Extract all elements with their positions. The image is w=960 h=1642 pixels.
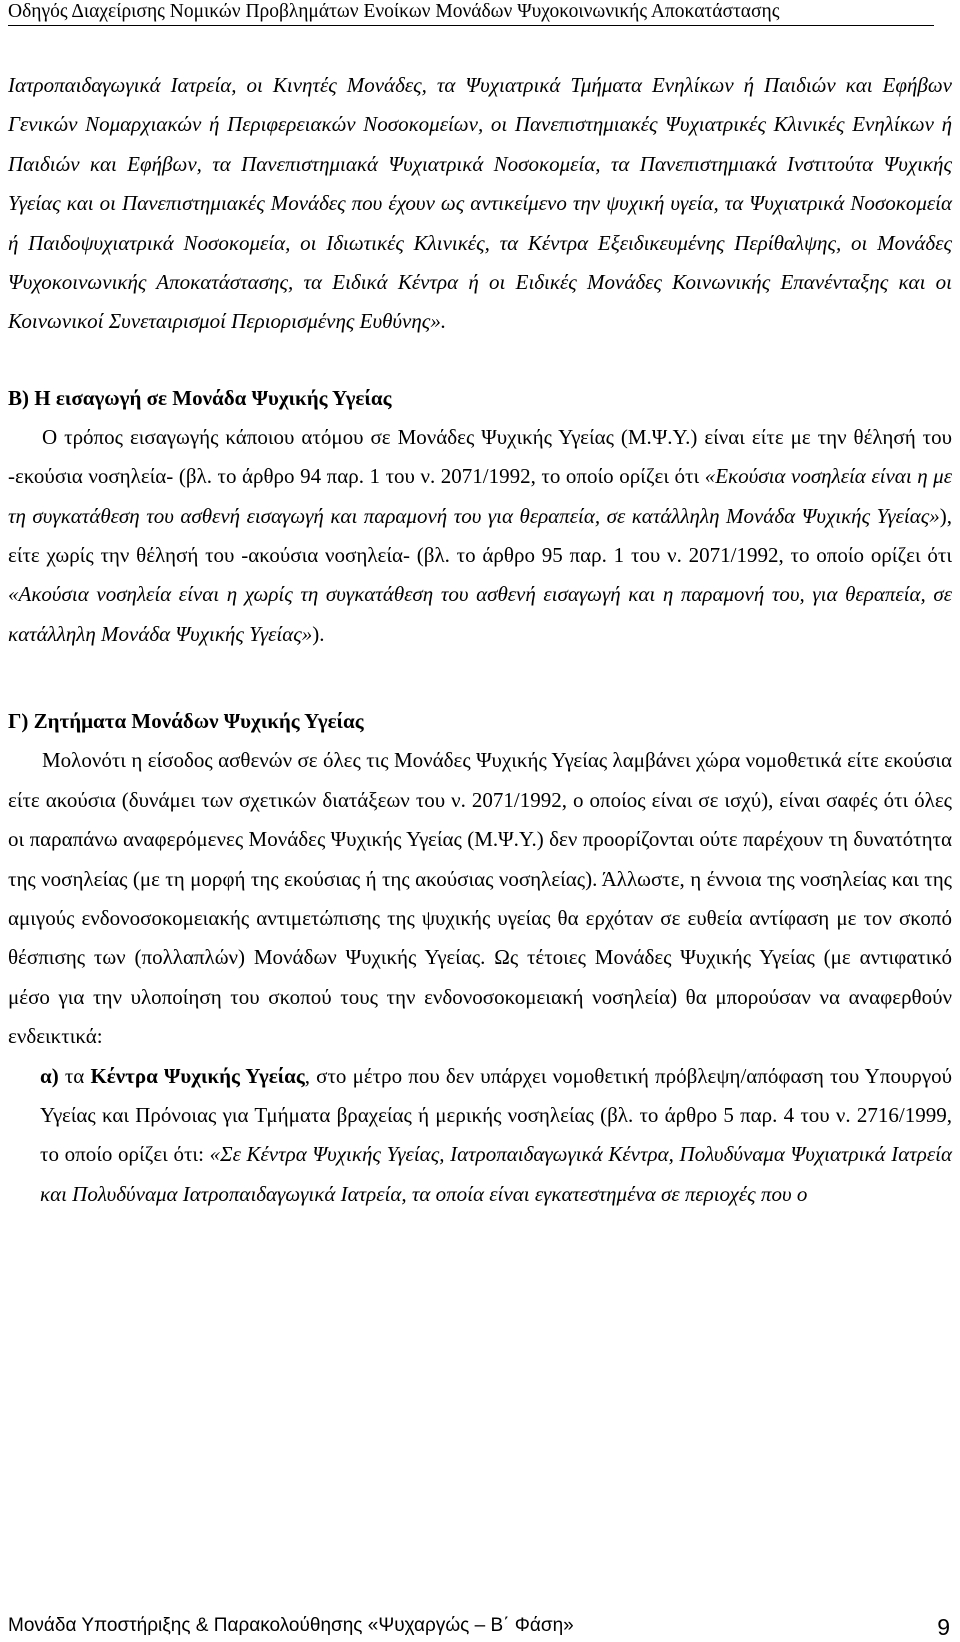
list-item-a: α) τα Κέντρα Ψυχικής Υγείας, στο μέτρο που δεν υπάρχει νομοθετική πρόβλεψη/απόφαση του Υπουργού Υγείας και Πρόνοιας για Τμήματα βραχείας ή μερικής νοσηλείας (βλ. το άρθρο 5 παρ. 4 του ν. 2716/1999, το οποίο ορίζει ότι: «Σε Κέντρα Ψυχικής Υγείας, Ιατροπαιδαγωγικά Κέντρα, Πολυδύναμα Ψυχιατρικά Ιατρεία και Πολυδύναμα Ιατροπαιδαγωγικά Ιατρεία, τα οποία είναι εγκατεστημένα σε περιοχές που ο <box>40 1063 952 1206</box>
running-header: Οδηγός Διαχείρισης Νομικών Προβλημάτων Ενοίκων Μονάδων Ψυχοκοινωνικής Αποκατάστασης <box>8 0 934 26</box>
list-item-a-term: Κέντρα Ψυχικής Υγείας <box>90 1063 305 1088</box>
section-b-heading: Β) Η εισαγωγή σε Μονάδα Ψυχικής Υγείας <box>8 385 392 410</box>
section-c-heading: Γ) Ζητήματα Μονάδων Ψυχικής Υγείας <box>8 709 364 734</box>
section-b-paragraph: Ο τρόπος εισαγωγής κάποιου ατόμου σε Μονάδες Ψυχικής Υγείας (Μ.Ψ.Υ.) είναι είτε με την θέλησή του -εκούσια νοσηλεία- (βλ. το άρθρο 94 παρ. 1 του ν. 2071/1992, το οποίο ορίζει ότι «Εκούσια νοσηλεία είναι η με τη συγκατάθεση του ασθενή εισαγωγή και παραμονή του για θεραπεία, σε κατάλληλη Μονάδα Ψυχικής Υγείας»), είτε χωρίς την θέλησή του -ακούσια νοσηλεία- (βλ. το άρθρο 95 παρ. 1 του ν. 2071/1992, το οποίο ορίζει ότι «Ακούσια νοσηλεία είναι η χωρίς τη συγκατάθεση του ασθενή εισαγωγή και η παραμονή του, για θεραπεία, σε κατάλληλη Μονάδα Ψυχικής Υγείας»). <box>8 424 953 646</box>
list-item-a-label: α) <box>40 1063 59 1088</box>
intro-paragraph: Ιατροπαιδαγωγικά Ιατρεία, οι Κινητές Μονάδες, τα Ψυχιατρικά Τμήματα Ενηλίκων ή Παιδιών και Εφήβων Γενικών Νομαρχιακών ή Περιφερειακών Νοσοκομείων, οι Πανεπιστημιακές Ψυχιατρικές Κλινικές Ενηλίκων ή Παιδιών και Εφήβων, τα Πανεπιστημιακά Ψυχιατρικά Νοσοκομεία, τα Πανεπιστημιακά Ινστιτούτα Ψυχικής Υγείας και οι Πανεπιστημιακές Μονάδες που έχουν ως αντικείμενο την ψυχική υγεία, τα Ψυχιατρικά Νοσοκομεία ή Παιδοψυχιατρικά Νοσοκομεία, οι Ιδιωτικές Κλινικές, τα Κέντρα Εξειδικευμένης Περίθαλψης, οι Μονάδες Ψυχοκοινωνικής Αποκατάστασης, τα Ειδικά Κέντρα ή οι Ειδικές Μονάδες Κοινωνικής Επανένταξης και οι Κοινωνικοί Συνεταιρισμοί Περιορισμένης Ευθύνης». <box>8 73 952 334</box>
quote-voluntary: «Εκούσια νοσηλεία είναι η με τη συγκατάθεση του ασθενή εισαγωγή και παραμονή του για θεραπεία, σε κατάλληλη Μονάδα Ψυχικής Υγείας» <box>8 464 953 528</box>
running-footer: Μονάδα Υποστήριξης & Παρακολούθησης «Ψυχαργώς – Β΄ Φάση» <box>8 1615 574 1636</box>
section-c-paragraph: Μολονότι η είσοδος ασθενών σε όλες τις Μονάδες Ψυχικής Υγείας λαμβάνει χώρα νομοθετικά είτε εκούσια είτε ακούσια (δυνάμει των σχετικών διατάξεων του ν. 2071/1992, ο οποίος είναι σε ισχύ), είναι σαφές ότι όλες οι παραπάνω αναφερόμενες Μονάδες Ψυχικής Υγείας (Μ.Ψ.Υ.) δεν προορίζονται ούτε παρέχουν τη δυνατότητα της νοσηλείας (με τη μορφή της εκούσιας ή της ακούσιας νοσηλείας). Άλλωστε, η έννοια της νοσηλείας και της αμιγούς ενδονοσοκομειακής αντιμετώπισης της ψυχικής υγείας θα ερχόταν σε ευθεία αντίφαση με τον σκοπό θέσπισης των (πολλαπλών) Μονάδων Ψυχικής Υγείας. Ως τέτοιες Μονάδες Ψυχικής Υγείας (με αντιφατικό μέσο για την υλοποίηση του σκοπού τους την ενδονοσοκομειακή νοσηλεία) θα μπορούσαν να αναφερθούν ενδεικτικά: <box>8 748 952 1049</box>
page-number: 9 <box>937 1614 950 1640</box>
list-item-a-quote: «Σε Κέντρα Ψυχικής Υγείας, Ιατροπαιδαγωγικά Κέντρα, Πολυδύναμα Ψυχιατρικά Ιατρεία και Πολυδύναμα Ιατροπαιδαγωγικά Ιατρεία, τα οποία είναι εγκατεστημένα σε περιοχές που ο <box>40 1142 952 1206</box>
quote-involuntary: «Ακούσια νοσηλεία είναι η χωρίς τη συγκατάθεση του ασθενή εισαγωγή και η παραμονή του, για θεραπεία, σε κατάλληλη Μονάδα Ψυχικής Υγείας» <box>8 582 952 646</box>
page-body <box>8 66 952 1214</box>
